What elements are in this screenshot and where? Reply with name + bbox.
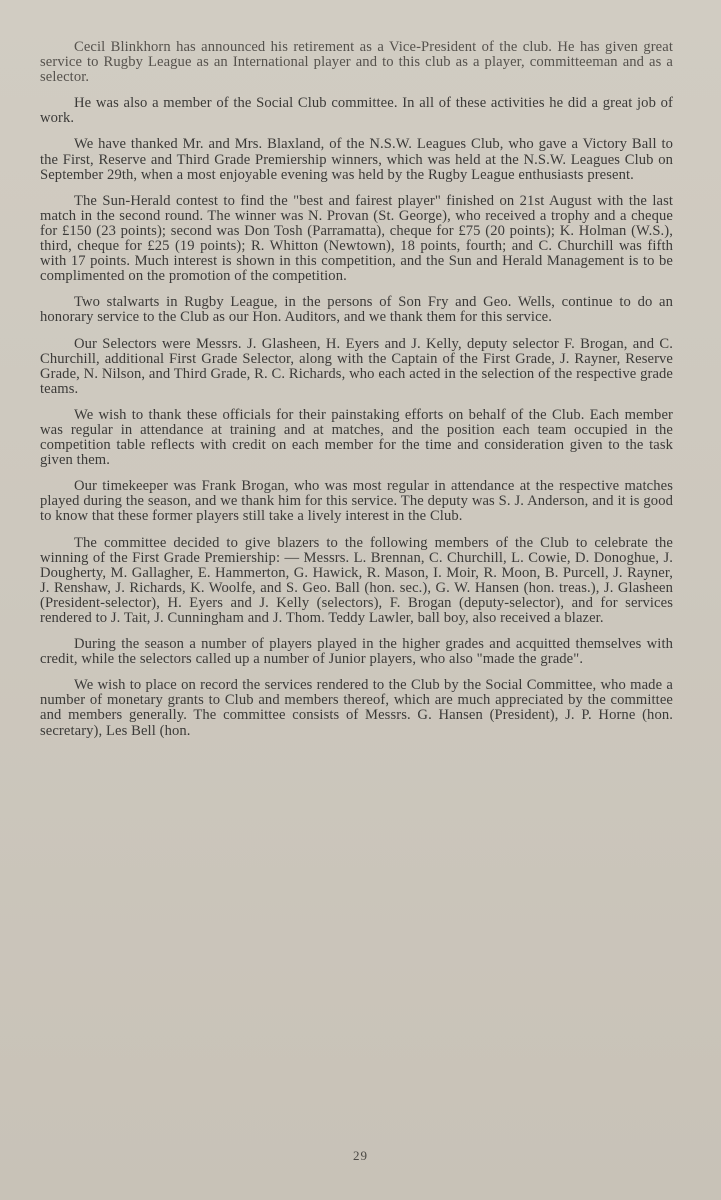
paragraph-social-committee: We wish to place on record the services rendered to the Club by the Social Committee, who made a number of monetary grants to Club and members thereof, which are much appreciated by the committee and members generally. The committee consists of Messrs. G. Hansen (President), J. P. Horne (hon. secretary), Les Bell (hon. xyxy=(40,677,673,739)
paragraph-retirement: Cecil Blinkhorn has announced his retirement as a Vice-President of the club. He has given great service to Rugby League as an International player and to this club as a player, committeeman and as a selector. xyxy=(40,39,673,86)
paragraph-selectors: Our Selectors were Messrs. J. Glasheen, H. Eyers and J. Kelly, deputy selector F. Brogan, and C. Churchill, additional First Grade Selector, along with the Captain of the First Grade, J. Rayner, Reserve Grade, N. Nilson, and Third Grade, R. C. Richards, who each acted in the selection of the respective grade teams. xyxy=(40,335,673,397)
paragraph-victory-ball: We have thanked Mr. and Mrs. Blaxland, of the N.S.W. Leagues Club, who gave a Victory Ball to the First, Reserve and Third Grade Premiership winners, which was held at the N.S.W. Leagues Club on September 29th, when a most enjoyable evening was held by the Rugby League enthusiasts present. xyxy=(40,136,673,183)
paragraph-thanks-officials: We wish to thank these officials for their painstaking efforts on behalf of the Club. Each member was regular in attendance at training and at matches, and the position each team occupied in the competition table reflects with credit on each member for the time and consideration given to the task given them. xyxy=(40,406,673,469)
paragraph-auditors: Two stalwarts in Rugby League, in the persons of Son Fry and Geo. Wells, continue to do an honorary service to the Club as our Hon. Auditors, and we thank them for this service. xyxy=(40,294,673,326)
paragraph-sun-herald-contest: The Sun-Herald contest to find the "best and fairest player" finished on 21st August with the last match in the second round. The winner was N. Provan (St. George), who received a trophy and a cheque for £150 (23 points); second was Don Tosh (Parramatta), cheque for £75 (20 points); K. Holman (W.S.), third, cheque for £25 (19 points); R. Whitton (Newtown), 18 points, fourth; and C. Churchill was fifth with 17 points. Much interest is shown in this competition, and the Sun and Herald Management is to be complimented on the promotion of the competition. xyxy=(40,192,673,285)
paragraph-junior-players: During the season a number of players played in the higher grades and acquitted themselves with credit, while the selectors called up a number of Junior players, who also "made the grade". xyxy=(40,636,673,668)
report-body xyxy=(40,40,673,750)
paragraph-blazers: The committee decided to give blazers to the following members of the Club to celebrate the winning of the First Grade Premiership: — Messrs. L. Brennan, C. Churchill, L. Cowie, D. Donoghue, J. Dougherty, M. Gallagher, E. Hammerton, G. Hawick, R. Mason, I. Moir, R. Moon, B. Purcell, J. Rayner, J. Renshaw, J. Richards, K. Woolfe, and S. Geo. Ball (hon. sec.), G. W. Hansen (hon. treas.), J. Glasheen (President-selector), H. Eyers and J. Kelly (selectors), F. Brogan (deputy-selector), and for services rendered to J. Tait, J. Cunningham and J. Thom. Teddy Lawler, ball boy, also received a blazer. xyxy=(40,534,673,626)
paragraph-social-club: He was also a member of the Social Club committee. In all of these activities he did a great job of work. xyxy=(40,95,673,127)
paragraph-timekeeper: Our timekeeper was Frank Brogan, who was most regular in attendance at the respective matches played during the season, and we thank him for this service. The deputy was S. J. Anderson, and it is good to know that these former players still take a lively interest in the Club. xyxy=(40,478,673,525)
page-number: 29 xyxy=(353,1148,368,1163)
